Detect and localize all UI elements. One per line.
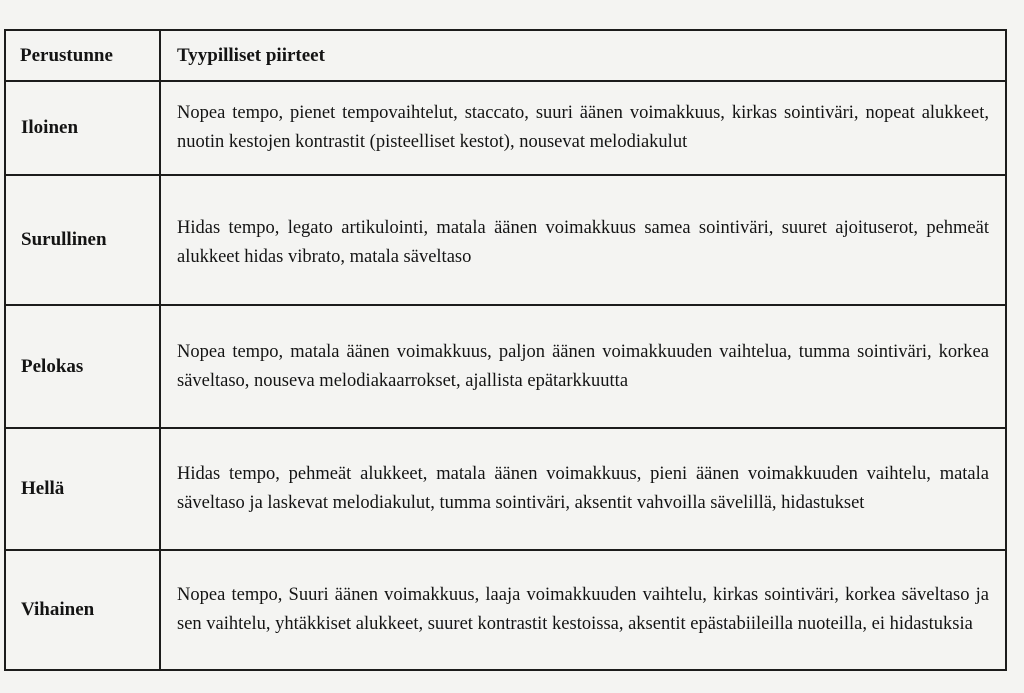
header-emotion: Perustunne: [5, 30, 160, 81]
table-row: [5, 550, 1006, 670]
traits-cell: Nopea tempo, pienet tempovaihtelut, staccato, suuri äänen voimakkuus, kirkas sointiväri, nopeat alukkeet, nuotin kestojen kontrastit (pisteelliset kestot), nousevat melodiakulut: [160, 81, 1006, 175]
traits-cell: Hidas tempo, pehmeät alukkeet, matala äänen voimakkuus, pieni äänen voimakkuuden vaihtelu, matala säveltaso ja laskevat melodiakulut, tumma sointiväri, aksentit vahvoilla sävelillä, hidastukset: [160, 428, 1006, 550]
emotion-cell: Surullinen: [5, 175, 160, 305]
traits-cell: Hidas tempo, legato artikulointi, matala äänen voimakkuus samea sointiväri, suuret ajoituserot, pehmeät alukkeet hidas vibrato, matala säveltaso: [160, 175, 1006, 305]
table-row: [5, 175, 1006, 305]
header-traits: Tyypilliset piirteet: [160, 30, 1006, 81]
emotion-cell: Iloinen: [5, 81, 160, 175]
traits-cell: Nopea tempo, matala äänen voimakkuus, paljon äänen voimakkuuden vaihtelua, tumma sointiväri, korkea säveltaso, nouseva melodiakaarrokset, ajallista epätarkkuutta: [160, 305, 1006, 428]
traits-cell: Nopea tempo, Suuri äänen voimakkuus, laaja voimakkuuden vaihtelu, kirkas sointiväri, korkea säveltaso ja sen vaihtelu, yhtäkkiset alukkeet, suuret kontrastit kestoissa, aksentit epästabiileilla nuoteilla, ei hidastuksia: [160, 550, 1006, 670]
emotion-cell: Hellä: [5, 428, 160, 550]
emotion-traits-table: [4, 29, 1007, 671]
emotion-cell: Pelokas: [5, 305, 160, 428]
emotion-cell: Vihainen: [5, 550, 160, 670]
table-header-row: [5, 30, 1006, 81]
table-row: [5, 81, 1006, 175]
table-row: [5, 305, 1006, 428]
table-row: [5, 428, 1006, 550]
